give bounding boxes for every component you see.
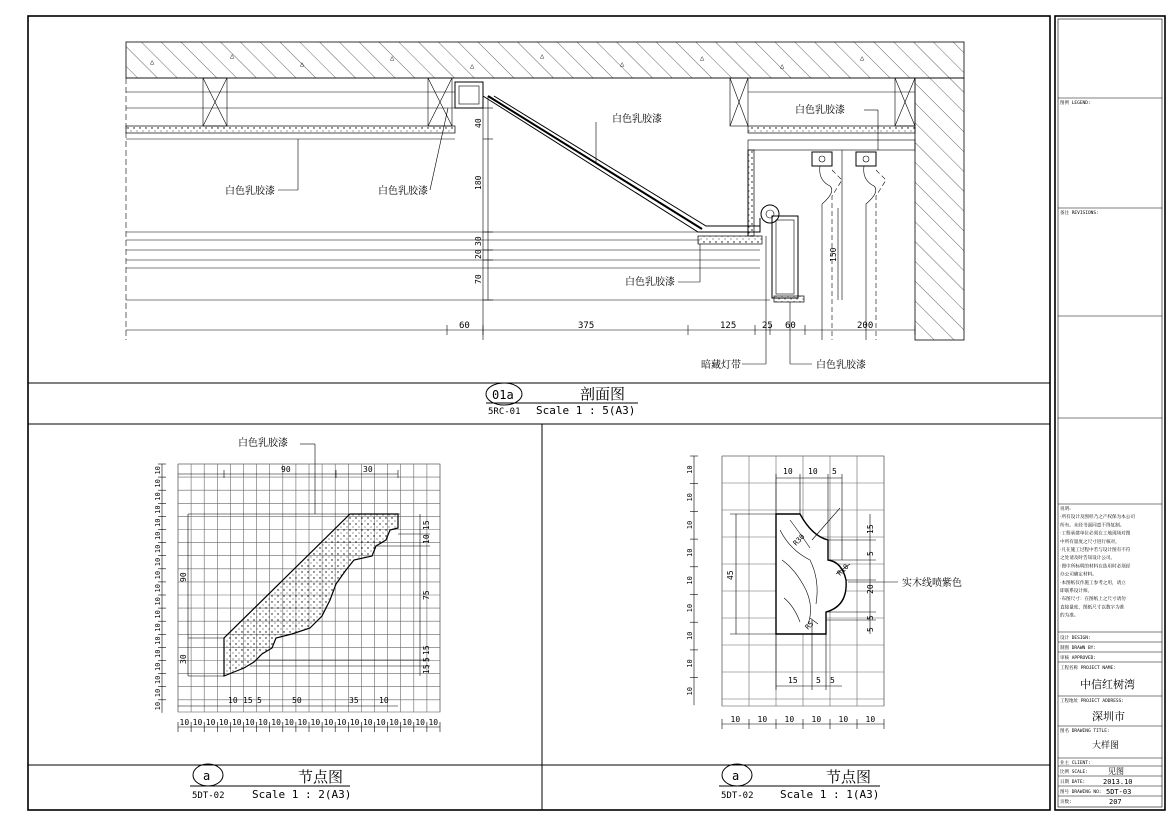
detail-left-dim-right-5: 15	[422, 664, 431, 674]
label-light-strip: 暗藏灯带	[701, 360, 741, 371]
detail-right-ruler	[722, 715, 884, 729]
revisions-label: 备注 REVISIONS:	[1060, 211, 1099, 216]
detail-left-dim-bot-4: 35	[349, 696, 359, 705]
note-line: 之处请及时告知设计公司。	[1060, 556, 1116, 562]
note-line: 所有。未经书面同意不得复制。	[1060, 523, 1125, 529]
note-line: ·布图尺寸：在图纸上之尺寸请勿	[1060, 597, 1126, 603]
detail-left-label: 白色乳胶漆	[238, 438, 288, 449]
ruler-label: 10	[154, 610, 162, 619]
section-title-tag	[486, 383, 638, 417]
ruler-label: 10	[838, 715, 849, 724]
detail-right-id: a	[732, 769, 740, 783]
ruler-label: 10	[154, 518, 162, 527]
detail-left-id: a	[203, 769, 211, 783]
note-line: 即联系设计师。	[1060, 589, 1093, 594]
ruler-label: 10	[154, 584, 162, 593]
legend-label: 图例 LEGEND:	[1060, 101, 1091, 106]
detail-right-label: 实木线喷紫色	[902, 578, 962, 589]
detail-left-dim-bot-3: 50	[292, 696, 302, 705]
detail-left-ref: 5DT-02	[192, 791, 225, 801]
detail-right-drawing	[686, 456, 962, 801]
section-scale: Scale 1 : 5(A3)	[536, 404, 636, 417]
label-paint-mid: 白色乳胶漆	[378, 186, 428, 197]
detail-left-dim-bot-1: 15	[243, 696, 253, 705]
title-block	[1058, 98, 1162, 806]
ruler-label: 10	[349, 718, 360, 727]
ruler-label: 10	[154, 531, 162, 541]
project-address-label: 工程地址 PROJECT ADDRESS:	[1060, 699, 1125, 704]
section-title: 剖面图	[580, 385, 626, 403]
dim-25: 25	[762, 321, 773, 331]
ruler-label: 10	[154, 492, 162, 501]
detail-right-dim-top-1: 10	[808, 467, 818, 476]
detail-right-dim-right-0: 15	[866, 524, 875, 534]
svg-text:△: △	[470, 62, 475, 70]
ruler-label: 10	[154, 662, 162, 672]
ruler-label: 10	[284, 718, 294, 727]
detail-right-dim-bot-2: 5	[830, 676, 835, 685]
dim-375: 375	[578, 321, 595, 331]
client-label: 业主 CLIENT:	[1060, 761, 1091, 766]
molding-profile-right	[776, 514, 846, 634]
detail-right-dim-top-2: 5	[832, 467, 837, 476]
detail-left-dim-bot-2: 5	[257, 696, 262, 705]
svg-text:△: △	[700, 54, 705, 62]
ruler-label: 10	[323, 718, 334, 727]
ruler-label: 10	[686, 659, 694, 668]
label-paint-right-top: 白色乳胶漆	[795, 105, 845, 116]
detail-right-dim-top-0: 10	[783, 467, 793, 476]
note-line: ·图中所标明的材料在选用时必须经	[1060, 564, 1131, 570]
concrete-slab	[126, 42, 964, 78]
svg-text:△: △	[860, 54, 865, 62]
ruler-label: 10	[154, 466, 162, 475]
detail-right-radius-1: R10	[835, 562, 851, 578]
ruler-label: 10	[784, 715, 795, 724]
ruler-label: 10	[154, 557, 162, 567]
ruler-label: 10	[686, 576, 694, 585]
detail-left-dim-left-1: 30	[179, 654, 188, 664]
svg-text:△: △	[300, 60, 305, 68]
detail-right-dim-left: 45	[726, 570, 735, 580]
scale-value: 见图	[1108, 767, 1124, 776]
project-address: 深圳市	[1092, 710, 1125, 723]
curtain-box	[748, 140, 915, 340]
ruler-label: 10	[245, 718, 255, 727]
project-name-label: 工程名称 PROJECT NAME:	[1060, 666, 1116, 671]
note-line: ·工程承建单位必须在工地现场对图	[1060, 531, 1131, 537]
section-drawing	[126, 42, 964, 417]
ruler-label: 10	[154, 623, 162, 632]
detail-left-scale: Scale 1 : 2(A3)	[252, 788, 352, 801]
dim-v-20: 20	[474, 249, 483, 259]
svg-text:△: △	[620, 60, 625, 68]
label-paint-step: 白色乳胶漆	[625, 277, 675, 288]
note-line: 说明:	[1060, 507, 1071, 512]
ruler-label: 10	[686, 520, 694, 530]
detail-left-drawing	[154, 436, 440, 801]
ruler-label: 10	[428, 718, 439, 727]
detail-right-radius-0: R30	[791, 532, 807, 548]
svg-text:△: △	[150, 58, 155, 66]
label-paint-bottom-right: 白色乳胶漆	[816, 360, 866, 371]
date-value: 2013.10	[1103, 778, 1133, 786]
ruler-label: 10	[218, 718, 229, 727]
ruler-label: 10	[376, 718, 386, 727]
dim-60b: 60	[785, 321, 796, 331]
drawing-no-value: 5DT-03	[1106, 788, 1132, 796]
ruler-label: 10	[865, 715, 876, 724]
ruler-label: 10	[154, 636, 162, 645]
ruler-label: 10	[415, 718, 425, 727]
ruler-label: 10	[205, 718, 216, 727]
note-line: 直接量度，图纸尺寸以数字为准	[1060, 605, 1125, 611]
drawing-no-label: 图号 DRAWING NO:	[1060, 790, 1102, 795]
detail-left-title: 节点图	[298, 768, 344, 786]
detail-right-side-ruler	[686, 456, 698, 705]
dim-125: 125	[720, 321, 737, 331]
ruler-label: 10	[154, 701, 162, 711]
ruler-label: 10	[686, 603, 694, 613]
joists	[203, 78, 915, 126]
detail-right-scale: Scale 1 : 1(A3)	[780, 788, 880, 801]
detail-right-dim-right-4: 5	[866, 627, 875, 632]
ruler-label: 10	[154, 597, 162, 606]
ruler-label: 10	[154, 688, 162, 698]
section-id: 01a	[492, 388, 514, 402]
ruler-label: 10	[811, 715, 822, 724]
detail-right-dim-bot-0: 15	[788, 676, 798, 685]
detail-left-dim-top-0: 90	[281, 465, 291, 474]
ruler-label: 10	[154, 675, 162, 685]
ruler-label: 10	[154, 479, 162, 488]
detail-left-ruler	[178, 718, 440, 732]
page-label: 页数:	[1060, 800, 1072, 805]
section-ref: 5RC-01	[488, 407, 521, 417]
detail-left-dim-right-2: 75	[422, 590, 431, 600]
page-value: 207	[1109, 798, 1122, 806]
svg-text:△: △	[780, 62, 785, 70]
ruler-label: 10	[258, 718, 268, 727]
ruler-label: 10	[686, 687, 694, 696]
detail-left-dim-top-1: 30	[363, 465, 373, 474]
detail-left-dim-right-4: 5	[422, 657, 431, 662]
detail-left-dim-right-1: 10	[422, 534, 431, 544]
checked-label: 审核 APPROVED:	[1060, 656, 1097, 661]
drawn-label: 制图 DRAWN BY:	[1060, 646, 1097, 651]
dim-v-70: 70	[474, 274, 483, 284]
ruler-label: 10	[686, 631, 694, 641]
detail-left-dim-bot-5: 10	[379, 696, 389, 705]
dim-60a: 60	[459, 321, 470, 331]
ruler-label: 10	[154, 505, 162, 514]
project-name: 中信红树湾	[1080, 678, 1135, 691]
dim-v-30: 30	[474, 236, 483, 246]
detail-right-dim-bot-1: 5	[816, 676, 821, 685]
svg-text:△: △	[540, 52, 545, 60]
note-line: 的为准。	[1060, 613, 1079, 619]
ruler-label: 10	[362, 718, 373, 727]
note-line: 中所有量度之尺寸进行核对。	[1060, 539, 1120, 545]
ruler-label: 10	[179, 718, 190, 727]
notes-block	[1060, 505, 1135, 619]
ruler-label: 10	[686, 465, 694, 474]
ruler-label: 10	[336, 718, 347, 727]
ruler-label: 10	[231, 718, 242, 727]
sloped-ceiling	[455, 96, 762, 340]
detail-left-dim-left-0: 90	[179, 572, 188, 582]
ruler-label: 10	[686, 493, 694, 502]
drawing-title: 大样图	[1092, 741, 1120, 751]
detail-right-dim-right-3: 5	[866, 615, 875, 620]
ruler-label: 10	[389, 718, 399, 727]
detail-left-dim-right-0: 15	[422, 520, 431, 530]
section-labels	[225, 103, 878, 371]
dim-200: 200	[857, 321, 874, 331]
detail-right-ref: 5DT-02	[721, 791, 754, 801]
ruler-label: 10	[730, 715, 741, 724]
detail-right-title: 节点图	[826, 768, 872, 786]
date-label: 日期 DATE:	[1060, 780, 1086, 785]
label-paint-slope: 白色乳胶漆	[612, 114, 662, 125]
design-label: 设计 DESIGN:	[1060, 636, 1091, 641]
detail-left-dim-right-3: 15	[422, 645, 431, 655]
ruler-label: 10	[192, 718, 203, 727]
ruler-label: 10	[297, 718, 308, 727]
drawing-title-label: 图名 DRAWING TITLE:	[1060, 729, 1110, 734]
svg-text:△: △	[390, 54, 395, 62]
note-line: ·本图纸仅作施工参考之用，请立	[1060, 580, 1126, 586]
scale-label: 比例 SCALE:	[1060, 770, 1088, 775]
dim-v-180: 180	[474, 175, 483, 190]
ruler-label: 10	[154, 570, 162, 580]
detail-left-side-ruler	[154, 464, 166, 713]
detail-left-dim-bot-0: 10	[228, 696, 238, 705]
note-line: ·所有设计及图样乃之产权保为本公司	[1060, 515, 1135, 521]
detail-right-dim-right-2: 20	[866, 584, 875, 594]
note-line: 办公司确定材料。	[1060, 572, 1097, 578]
detail-right-dim-right-1: 5	[866, 551, 875, 556]
ruler-label: 10	[154, 649, 162, 658]
ruler-label: 10	[402, 718, 412, 727]
detail-right-radius-2: R5	[803, 619, 816, 632]
svg-text:△: △	[230, 52, 235, 60]
note-line: ·凡在施工过程中若与设计图有不符	[1060, 548, 1131, 553]
ruler-label: 10	[154, 544, 162, 554]
label-paint-left: 白色乳胶漆	[225, 186, 275, 197]
dim-v-40: 40	[474, 118, 483, 128]
ruler-label: 10	[310, 718, 321, 727]
concrete-wall	[915, 78, 964, 340]
ruler-label: 10	[757, 715, 768, 724]
dim-v-150: 150	[829, 247, 838, 262]
ruler-label: 10	[686, 548, 694, 557]
ruler-label: 10	[271, 718, 281, 727]
